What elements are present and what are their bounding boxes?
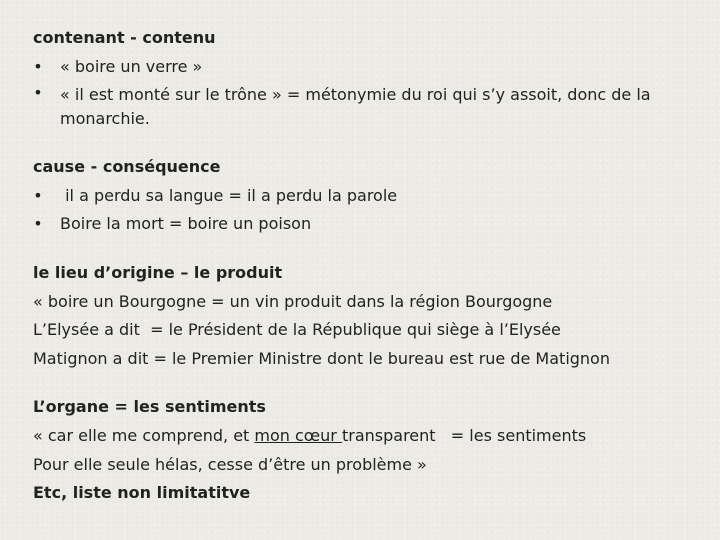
spacer (33, 239, 683, 259)
text-segment: transparent = les sentiments (341, 425, 587, 445)
bullet-item (33, 81, 660, 133)
spacer (33, 133, 683, 153)
footer-note: Etc, liste non limitatitve (33, 483, 251, 503)
section-title-lieu-origine: le lieu d’origine – le produit (33, 262, 283, 282)
bullet-text: « il est monté sur le trône » = métonymie du roi qui s’y assoit, donc de la monarchie. (60, 85, 651, 129)
bullet-text: il a perdu sa langue = il a perdu la parole (60, 185, 398, 205)
text-line: Matignon a dit = le Premier Ministre dont le bureau est rue de Matignon (33, 348, 610, 368)
bullet-item (33, 53, 683, 82)
section-title-cause: cause - conséquence (33, 157, 221, 177)
text-line: Pour elle seule hélas, cesse d’être un problème » (33, 454, 427, 474)
bullet-item (33, 182, 683, 211)
text-segment: « car elle me comprend, et (33, 425, 255, 445)
text-line: L’Elysée a dit = le Président de la République qui siège à l’Elysée (33, 320, 561, 340)
bullet-dot: • (33, 185, 43, 205)
text-line (33, 422, 683, 451)
bullet-dot: • (33, 214, 43, 234)
slide-content (33, 24, 683, 508)
section-title-organe: L’organe = les sentiments (33, 397, 266, 417)
bullet-dot: • (33, 56, 43, 76)
section-title-contenant: contenant - contenu (33, 28, 216, 47)
spacer (33, 373, 683, 393)
text-line: « boire un Bourgogne = un vin produit dans la région Bourgogne (33, 291, 553, 311)
bullet-text: Boire la mort = boire un poison (60, 214, 312, 234)
underlined-text: mon cœur (254, 425, 342, 445)
bullet-text: « boire un verre » (60, 56, 203, 76)
bullet-item (33, 210, 683, 239)
bullet-dot: • (33, 83, 43, 103)
